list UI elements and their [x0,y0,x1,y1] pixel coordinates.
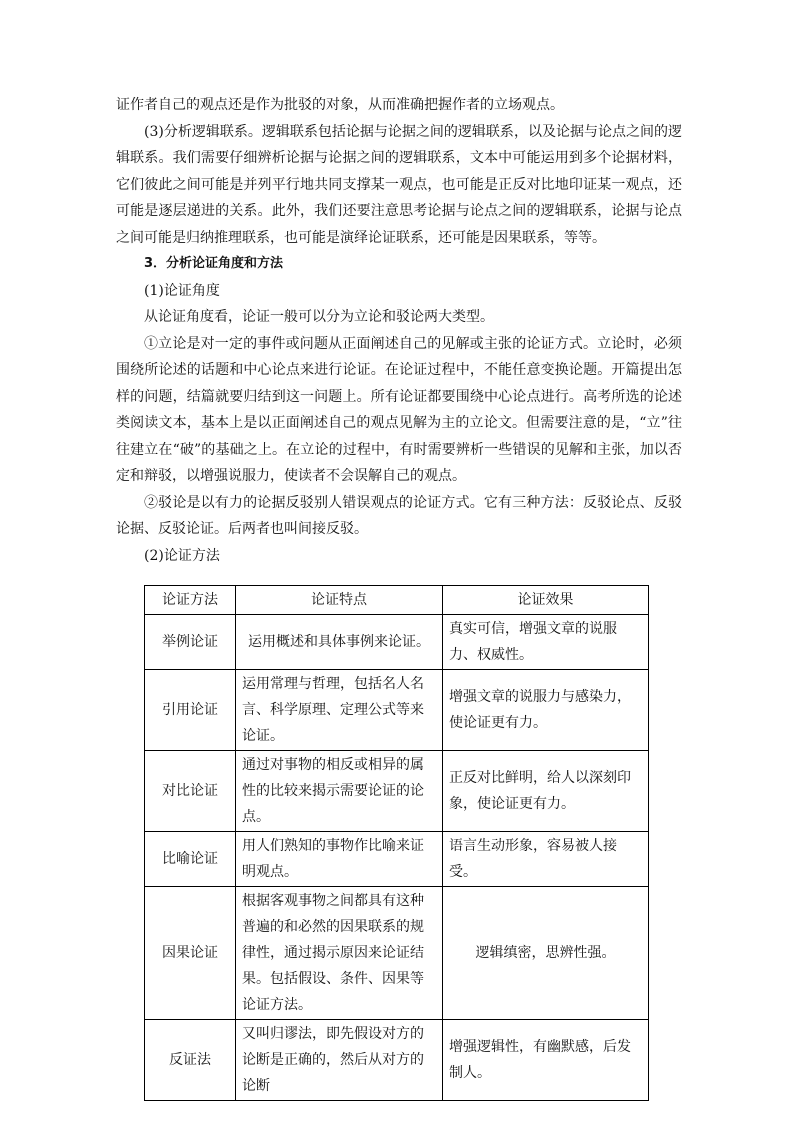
cell-feature: 又叫归谬法，即先假设对方的论断是正确的，然后从对方的论断 [236,1020,443,1101]
table-header-row [145,586,649,615]
cell-feature: 运用概述和具体事例来论证。 [236,615,443,670]
cell-effect: 正反对比鲜明，给人以深刻印象，使论证更有力。 [443,751,649,832]
cell-method: 比喻论证 [145,832,236,887]
paragraph-angle-intro: 从论证角度看，论证一般可以分为立论和驳论两大类型。 [144,309,494,325]
paragraph-bolun: ②驳论是以有力的论据反驳别人错误观点的论证方式。它有三种方法：反驳论点、反驳论据、反驳论证。后两者也叫间接反驳。 [116,494,682,537]
cell-effect: 语言生动形象，容易被人接受。 [443,832,649,887]
subheading-method: (2)论证方法 [144,547,220,564]
cell-method: 对比论证 [145,751,236,832]
methods-table [144,585,649,1101]
cell-feature: 通过对事物的相反或相异的属性的比较来揭示需要论证的论点。 [236,751,443,832]
header-feature: 论证特点 [236,586,443,615]
cell-feature: 根据客观事物之间都具有这种普遍的和必然的因果联系的规律性，通过揭示原因来论证结果。包括假设、条件、因果等论证方法。 [236,887,443,1020]
cell-effect: 增强逻辑性，有幽默感，后发制人。 [443,1020,649,1101]
cell-feature: 用人们熟知的事物作比喻来证明观点。 [236,832,443,887]
cell-method: 因果论证 [145,887,236,1020]
subheading-angle: (1)论证角度 [144,282,220,299]
table-row [145,615,649,670]
cell-effect: 真实可信，增强文章的说服力、权威性。 [443,615,649,670]
paragraph-logic: (3)分析逻辑联系。逻辑联系包括论据与论据之间的逻辑联系，以及论据与论点之间的逻辑联系。我们需要仔细辨析论据与论据之间的逻辑联系，文本中可能运用到多个论据材料，它们彼此之间可能是并列平行地共同支撑某一观点，也可能是正反对比地印证某一观点，还可能是逐层递进的关系。此外，我们还要注意思考论据与论点之间的逻辑联系，论据与论点之间可能是归纳推理联系，也可能是演绎论证联系，还可能是因果联系，等等。 [116,123,682,246]
table-row [145,832,649,887]
paragraph-lilun: ①立论是对一定的事件或问题从正面阐述自己的见解或主张的论证方式。立论时，必须围绕所论述的话题和中心论点来进行论证。在论证过程中，不能任意变换论题。开篇提出怎样的问题，结篇就要归结到这一问题上。所有论证都要围绕中心论点进行。高考所选的论述类阅读文本，基本上是以正面阐述自己的观点见解为主的立论文。但需要注意的是，“立”往往建立在“破”的基础之上。在立论的过程中，有时需要辨析一些错误的见解和主张，加以否定和辩驳，以增强说服力，使读者不会误解自己的观点。 [116,335,682,484]
cell-feature: 运用常理与哲理，包括名人名言、科学原理、定理公式等来论证。 [236,670,443,751]
header-method: 论证方法 [145,586,236,615]
cell-method: 反证法 [145,1020,236,1101]
paragraph-continuation: 证作者自己的观点还是作为批驳的对象，从而准确把握作者的立场观点。 [116,97,564,113]
table-row [145,751,649,832]
table-row [145,1020,649,1101]
cell-method: 举例论证 [145,615,236,670]
table-row [145,887,649,1020]
header-effect: 论证效果 [443,586,649,615]
cell-method: 引用论证 [145,670,236,751]
section-heading-3: 3．分析论证角度和方法 [144,256,284,271]
cell-effect: 增强文章的说服力与感染力，使论证更有力。 [443,670,649,751]
table-row [145,670,649,751]
document-body [116,92,682,569]
cell-effect: 逻辑缜密，思辨性强。 [443,887,649,1020]
